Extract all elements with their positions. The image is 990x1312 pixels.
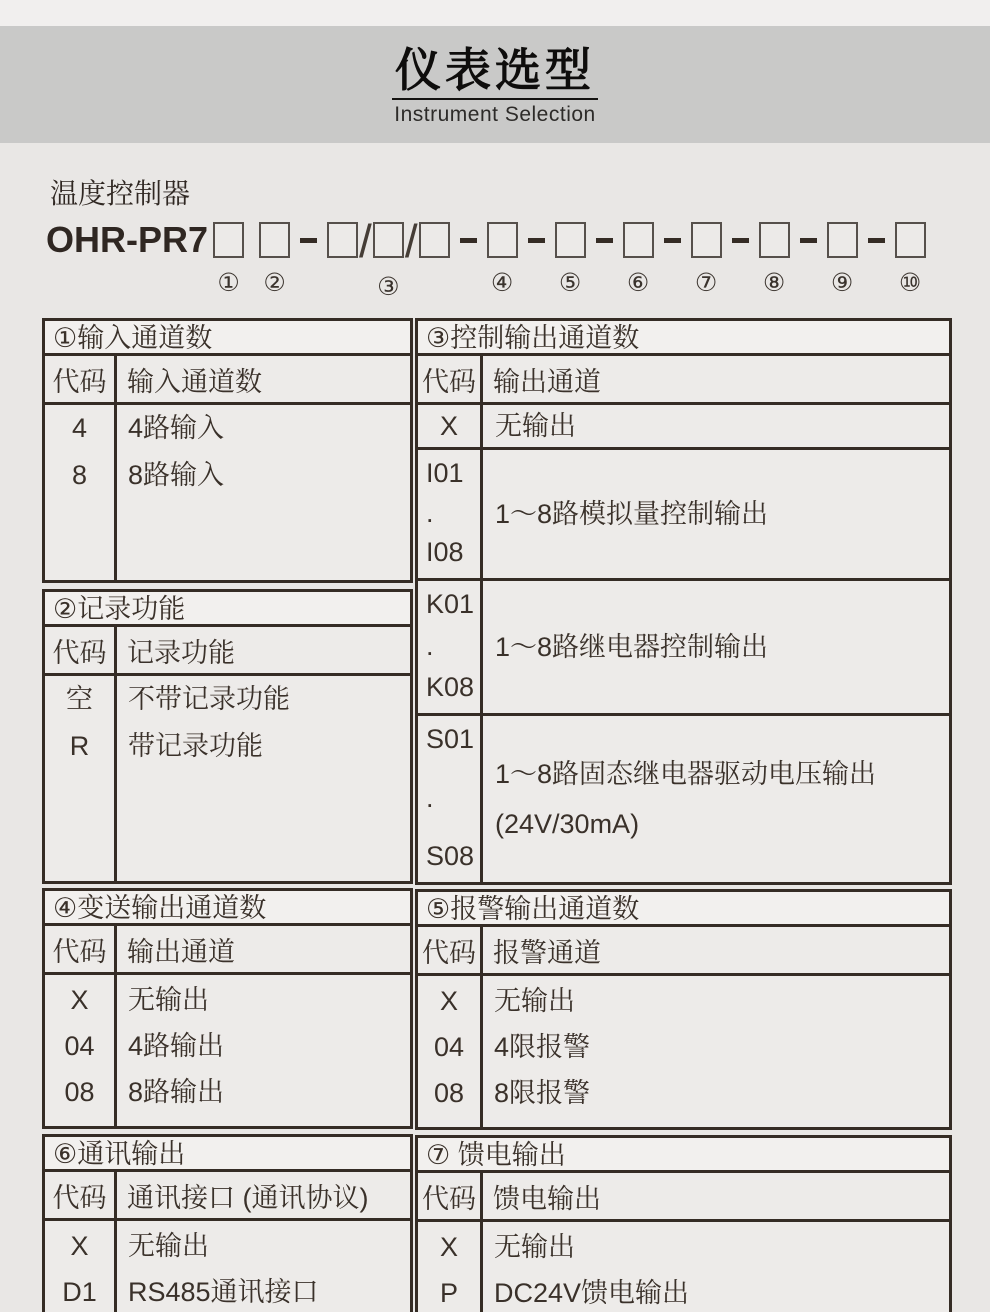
code-cell: X bbox=[439, 1232, 458, 1262]
header-code: 代码 bbox=[45, 926, 117, 972]
model-code-unit-3 bbox=[327, 215, 450, 301]
header-label: 通讯接口 (通讯协议) bbox=[127, 1182, 369, 1213]
desc-column bbox=[117, 405, 410, 580]
header-code: 代码 bbox=[45, 356, 117, 402]
table-title: ⑦ 馈电输出 bbox=[418, 1138, 949, 1173]
position-number-7: ⑦ bbox=[694, 268, 718, 297]
position-number-5: ⑤ bbox=[558, 268, 582, 297]
model-code-row bbox=[46, 215, 926, 301]
table-title: ②记录功能 bbox=[45, 592, 410, 627]
desc-cell: 8路输入 bbox=[128, 460, 225, 490]
code-column bbox=[45, 405, 117, 580]
model-code-box-5 bbox=[419, 222, 450, 258]
dash-separator bbox=[528, 238, 545, 243]
model-code-box-12 bbox=[895, 222, 926, 258]
page-title: 仪表选型 bbox=[392, 46, 598, 100]
model-code-box-11 bbox=[827, 222, 858, 258]
desc-cell: DC24V馈电输出 bbox=[494, 1278, 690, 1308]
code-cell: 空 bbox=[66, 684, 93, 714]
page-subtitle: Instrument Selection bbox=[394, 102, 596, 126]
header-label: 输出通道 bbox=[493, 366, 601, 397]
desc-column bbox=[117, 1221, 410, 1312]
model-code-box-4 bbox=[373, 222, 404, 258]
table-control-outputs bbox=[415, 318, 952, 885]
code-cell: P bbox=[439, 1278, 458, 1308]
page-header bbox=[0, 26, 990, 143]
code-column bbox=[45, 676, 117, 881]
code-range-start: K01 bbox=[426, 589, 475, 619]
position-number-9: ⑨ bbox=[830, 268, 854, 297]
model-code-box-7 bbox=[555, 222, 586, 258]
header-code: 代码 bbox=[45, 1172, 117, 1218]
header-code: 代码 bbox=[418, 1173, 483, 1219]
desc-text: 1～8路继电器控制输出 bbox=[495, 632, 769, 662]
table-title: ⑤报警输出通道数 bbox=[418, 892, 949, 927]
desc-cell: 8路输出 bbox=[128, 1077, 225, 1107]
tables-right-column bbox=[415, 318, 952, 1312]
dash-separator bbox=[664, 238, 681, 243]
code-cell: D1 bbox=[62, 1277, 97, 1307]
model-code-unit-4 bbox=[487, 220, 518, 297]
position-number-2: ② bbox=[263, 268, 286, 297]
table-row bbox=[418, 716, 949, 882]
table-header-row bbox=[418, 356, 949, 405]
code-cell bbox=[418, 450, 483, 578]
model-code-unit-1 bbox=[213, 220, 244, 297]
dash-separator bbox=[596, 238, 613, 243]
table-alarm-outputs bbox=[415, 889, 952, 1130]
code-range-dot: . bbox=[426, 497, 434, 528]
desc-cell: 4路输出 bbox=[128, 1031, 225, 1061]
code-column bbox=[418, 976, 483, 1127]
model-code-unit-2 bbox=[259, 220, 290, 297]
desc-text-2: (24V/30mA) bbox=[495, 809, 640, 839]
desc-cell: 无输出 bbox=[494, 1232, 575, 1262]
table-body bbox=[45, 405, 410, 580]
code-cell: 08 bbox=[433, 1078, 465, 1108]
table-title: ⑥通讯输出 bbox=[45, 1137, 410, 1172]
desc-text: 1～8路模拟量控制输出 bbox=[495, 499, 769, 529]
code-cell: X bbox=[418, 405, 483, 447]
header-code: 代码 bbox=[418, 356, 483, 402]
code-column bbox=[45, 975, 117, 1126]
table-header-row bbox=[45, 926, 410, 975]
header-code: 代码 bbox=[45, 627, 117, 673]
model-code-box-10 bbox=[759, 222, 790, 258]
position-number-1: ① bbox=[217, 268, 240, 297]
model-code-unit-6 bbox=[623, 220, 654, 297]
table-communication-output bbox=[42, 1134, 413, 1312]
table-feed-power-output bbox=[415, 1135, 952, 1312]
table-input-channels bbox=[42, 318, 413, 583]
code-range-dot: . bbox=[426, 782, 434, 813]
model-code-box-2 bbox=[259, 222, 290, 258]
position-number-3: ③ bbox=[377, 272, 400, 301]
model-code-box-3 bbox=[327, 222, 358, 258]
header-label: 馈电输出 bbox=[493, 1183, 601, 1214]
desc-cell bbox=[483, 405, 949, 447]
position-number-4: ④ bbox=[490, 268, 514, 297]
dash-separator bbox=[300, 238, 317, 243]
table-retransmission-outputs bbox=[42, 888, 413, 1129]
table-body bbox=[45, 1221, 410, 1312]
product-category: 温度控制器 bbox=[50, 178, 191, 209]
table-record-function bbox=[42, 589, 413, 884]
tables-left-column bbox=[42, 318, 413, 1312]
desc-cell: 带记录功能 bbox=[128, 731, 263, 761]
model-code-unit-10 bbox=[895, 220, 926, 297]
top-strip bbox=[0, 0, 990, 26]
table-header-row bbox=[45, 627, 410, 676]
header-code: 代码 bbox=[418, 927, 483, 973]
table-row bbox=[418, 405, 949, 450]
header-label: 输入通道数 bbox=[127, 366, 262, 397]
slash-group bbox=[327, 215, 450, 267]
table-header-row bbox=[418, 927, 949, 976]
code-cell: 04 bbox=[64, 1031, 95, 1061]
header-label: 报警通道 bbox=[493, 937, 601, 968]
code-range-end: K08 bbox=[426, 672, 475, 702]
dash-separator bbox=[732, 238, 749, 243]
table-header-row bbox=[45, 1172, 410, 1221]
desc-cell: RS485通讯接口 bbox=[128, 1277, 319, 1307]
model-code-box-8 bbox=[623, 222, 654, 258]
model-code-box-6 bbox=[487, 222, 518, 258]
desc-column bbox=[117, 676, 410, 881]
slash-separator: / bbox=[404, 215, 418, 267]
table-body bbox=[418, 976, 949, 1127]
model-code-box-1 bbox=[213, 222, 244, 258]
desc-column bbox=[483, 976, 949, 1127]
code-cell: 4 bbox=[71, 413, 88, 443]
position-number-8: ⑧ bbox=[762, 268, 786, 297]
table-header-row bbox=[418, 1173, 949, 1222]
table-body bbox=[418, 1222, 949, 1312]
code-cell: X bbox=[70, 1231, 89, 1261]
model-code-unit-8 bbox=[759, 220, 790, 297]
header-label: 输出通道 bbox=[127, 936, 235, 967]
table-body bbox=[45, 676, 410, 881]
desc-cell: 4限报警 bbox=[494, 1032, 591, 1062]
table-row bbox=[418, 450, 949, 581]
desc-column bbox=[483, 1222, 949, 1312]
table-row bbox=[418, 581, 949, 716]
position-number-6: ⑥ bbox=[626, 268, 650, 297]
code-range-end: I08 bbox=[426, 537, 464, 567]
desc-cell: 8限报警 bbox=[494, 1078, 591, 1108]
table-title: ①输入通道数 bbox=[45, 321, 410, 356]
desc-cell: 4路输入 bbox=[128, 413, 225, 443]
model-prefix: OHR-PR7 bbox=[46, 219, 209, 260]
code-column bbox=[418, 1222, 483, 1312]
desc-text: 1～8路固态继电器驱动电压输出 bbox=[495, 759, 877, 789]
model-code-unit-7 bbox=[691, 220, 722, 297]
dash-separator bbox=[868, 238, 885, 243]
code-cell: R bbox=[69, 731, 90, 761]
table-body bbox=[45, 975, 410, 1126]
code-cell: X bbox=[70, 985, 89, 1015]
code-range-dot: . bbox=[426, 630, 434, 661]
desc-cell: 不带记录功能 bbox=[128, 684, 290, 714]
code-column bbox=[45, 1221, 117, 1312]
code-cell bbox=[418, 716, 483, 882]
model-code-unit-9 bbox=[827, 220, 858, 297]
code-cell: 04 bbox=[433, 1032, 465, 1062]
code-range-end: S08 bbox=[426, 841, 475, 871]
desc-cell bbox=[483, 581, 949, 713]
desc-cell bbox=[483, 716, 949, 882]
code-range-start: I01 bbox=[426, 458, 464, 488]
desc-cell: 无输出 bbox=[128, 1231, 209, 1261]
dash-separator bbox=[460, 238, 477, 243]
table-title: ④变送输出通道数 bbox=[45, 891, 410, 926]
table-title: ③控制输出通道数 bbox=[418, 321, 949, 356]
model-code-unit-5 bbox=[555, 220, 586, 297]
desc-cell: 无输出 bbox=[128, 985, 209, 1015]
code-cell: 08 bbox=[64, 1077, 95, 1107]
slash-separator: / bbox=[359, 215, 372, 267]
code-cell bbox=[418, 581, 483, 713]
desc-column bbox=[117, 975, 410, 1126]
dash-separator bbox=[800, 238, 817, 243]
code-cell: X bbox=[439, 986, 458, 1016]
desc-cell: 无输出 bbox=[494, 986, 575, 1016]
model-code-box-9 bbox=[691, 222, 722, 258]
desc-text: 无输出 bbox=[495, 411, 576, 441]
table-header-row bbox=[45, 356, 410, 405]
header-label: 记录功能 bbox=[127, 637, 235, 668]
position-number-10: ⑩ bbox=[898, 268, 922, 297]
code-cell: 8 bbox=[71, 460, 88, 490]
code-range-start: S01 bbox=[426, 724, 475, 754]
desc-cell bbox=[483, 450, 949, 578]
